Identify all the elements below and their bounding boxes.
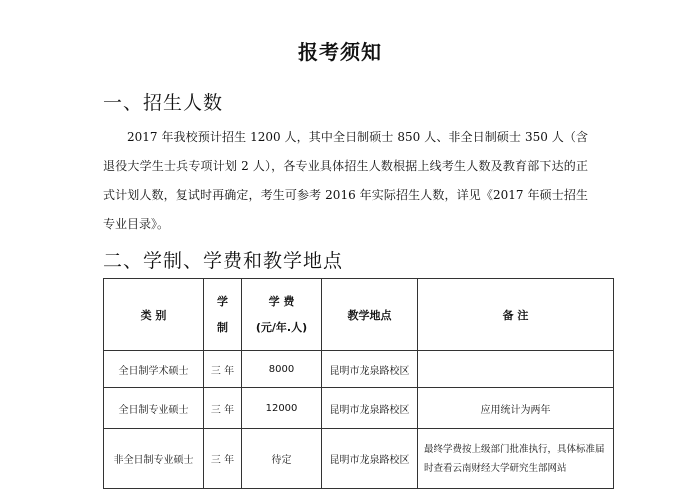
header-category: 类 别 bbox=[104, 279, 204, 351]
cell-notes: 最终学费按上级部门批准执行，具体标准届时查看云南财经大学研究生部网站 bbox=[418, 429, 614, 489]
section-heading-tuition: 二、学制、学费和教学地点 bbox=[103, 250, 344, 272]
header-fee-line2: (元/年.人) bbox=[255, 320, 308, 334]
table-row bbox=[104, 388, 614, 429]
cell-category: 非全日制专业硕士 bbox=[104, 429, 204, 489]
cell-category: 全日制学术硕士 bbox=[104, 351, 204, 388]
header-duration bbox=[204, 279, 242, 351]
cell-duration: 三 年 bbox=[204, 351, 242, 388]
header-location: 教学地点 bbox=[322, 279, 418, 351]
header-duration-line2: 制 bbox=[217, 320, 228, 334]
cell-location: 昆明市龙泉路校区 bbox=[322, 429, 418, 489]
header-notes: 备 注 bbox=[418, 279, 614, 351]
cell-fee: 待定 bbox=[242, 429, 322, 489]
cell-duration: 三 年 bbox=[204, 429, 242, 489]
page-title: 报考须知 bbox=[298, 40, 382, 64]
cell-location: 昆明市龙泉路校区 bbox=[322, 388, 418, 429]
tuition-table bbox=[103, 278, 614, 489]
header-duration-line1: 学 bbox=[217, 294, 228, 308]
header-fee bbox=[242, 279, 322, 351]
table-header-row bbox=[104, 279, 614, 351]
cell-fee: 8000 bbox=[242, 351, 322, 388]
cell-category: 全日制专业硕士 bbox=[104, 388, 204, 429]
cell-notes bbox=[418, 351, 614, 388]
table-row bbox=[104, 351, 614, 388]
section-heading-enrollment: 一、招生人数 bbox=[103, 92, 224, 114]
table-row bbox=[104, 429, 614, 489]
header-fee-line1: 学 费 bbox=[268, 294, 295, 308]
cell-fee: 12000 bbox=[242, 388, 322, 429]
cell-notes: 应用统计为两年 bbox=[418, 388, 614, 429]
enrollment-paragraph: 2017 年我校预计招生 1200 人，其中全日制硕士 850 人、非全日制硕士 350 人（含退役大学生士兵专项计划 2 人），各专业具体招生人数根据上线考生人数及教育部下达的正式计划人数，复试时再确定，考生可参考 2016 年实际招生人数，详见《2017 年硕士招生专业目录》。 bbox=[103, 130, 588, 231]
cell-duration: 三 年 bbox=[204, 388, 242, 429]
cell-location: 昆明市龙泉路校区 bbox=[322, 351, 418, 388]
